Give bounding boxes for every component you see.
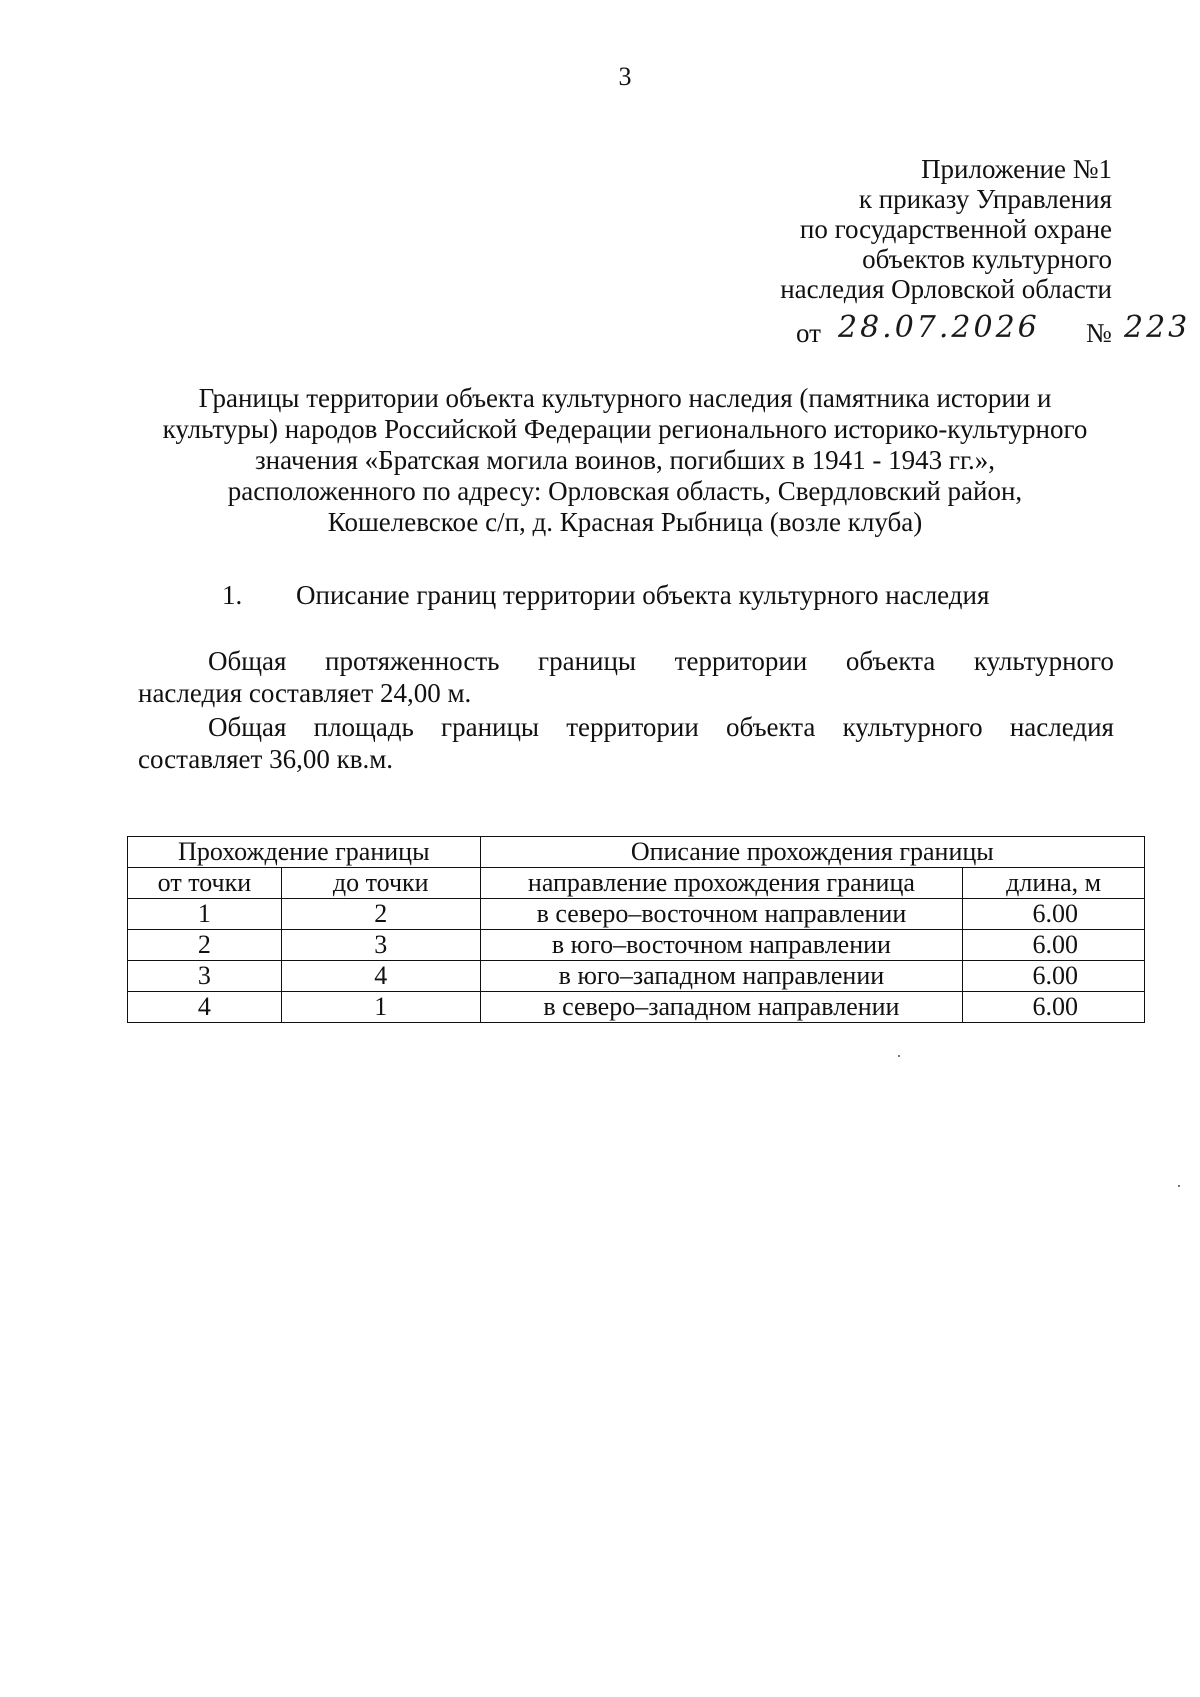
group-header-passage: Прохождение границы xyxy=(128,837,481,868)
section-heading xyxy=(222,580,989,611)
title-line: культуры) народов Российской Федерации регионального историко-культурного xyxy=(162,414,1088,444)
cell-from: 4 xyxy=(128,992,282,1023)
paragraph-first-line xyxy=(138,645,1114,677)
cell-direction: в северо–восточном направлении xyxy=(480,899,963,930)
table-row xyxy=(128,930,1145,961)
word: Общая xyxy=(208,646,287,676)
cell-direction: в юго–западном направлении xyxy=(480,961,963,992)
cell-to: 4 xyxy=(281,961,480,992)
appendix-line: Приложение №1 xyxy=(921,154,1112,184)
column-header-length: длина, м xyxy=(963,868,1145,899)
scan-speck xyxy=(1178,1185,1180,1187)
date-prefix: от xyxy=(796,318,821,348)
word: культурного xyxy=(842,712,983,742)
paragraph-area xyxy=(138,711,1114,775)
boundary-table xyxy=(127,836,1145,1023)
word: протяженность xyxy=(325,646,500,676)
word: объекта xyxy=(726,712,816,742)
table-group-header-row xyxy=(128,837,1145,868)
word: культурного xyxy=(973,646,1114,676)
appendix-line: по государственной охране xyxy=(799,214,1112,244)
cell-direction: в северо–западном направлении xyxy=(480,992,963,1023)
table-row xyxy=(128,961,1145,992)
order-date-number-line xyxy=(796,310,1196,350)
word: наследия xyxy=(1009,712,1114,742)
column-header-from: от точки xyxy=(128,868,282,899)
paragraph-length xyxy=(138,645,1114,709)
cell-to: 2 xyxy=(281,899,480,930)
column-header-to: до точки xyxy=(281,868,480,899)
cell-from: 1 xyxy=(128,899,282,930)
word: площадь xyxy=(313,712,414,742)
word: Общая xyxy=(208,712,287,742)
appendix-block xyxy=(780,154,1112,304)
cell-direction: в юго–восточном направлении xyxy=(480,930,963,961)
section-title: Описание границ территории объекта культурного наследия xyxy=(296,580,990,610)
paragraph-second-line: наследия составляет 24,00 м. xyxy=(138,678,472,708)
appendix-line: объектов культурного xyxy=(862,244,1112,274)
cell-to: 1 xyxy=(281,992,480,1023)
paragraph-first-line xyxy=(138,711,1114,743)
word: территории xyxy=(566,712,699,742)
word: границы xyxy=(538,646,637,676)
cell-length: 6.00 xyxy=(963,899,1145,930)
group-header-description: Описание прохождения границы xyxy=(480,837,1144,868)
paragraph-second-line: составляет 36,00 кв.м. xyxy=(138,744,394,774)
cell-length: 6.00 xyxy=(963,992,1145,1023)
cell-from: 2 xyxy=(128,930,282,961)
cell-length: 6.00 xyxy=(963,961,1145,992)
cell-to: 3 xyxy=(281,930,480,961)
number-label: № xyxy=(1086,318,1112,348)
title-line: Границы территории объекта культурного наследия (памятника истории и xyxy=(198,383,1052,413)
table-column-header-row xyxy=(128,868,1145,899)
word: объекта xyxy=(845,646,936,676)
word: границы xyxy=(441,712,540,742)
column-header-direction: направление прохождения граница xyxy=(480,868,963,899)
title-line: расположенного по адресу: Орловская область, Свердловский район, xyxy=(227,476,1023,506)
handwritten-number: 223 xyxy=(1124,310,1191,345)
appendix-line: к приказу Управления xyxy=(858,184,1112,214)
title-line: Кошелевское с/п, д. Красная Рыбница (возле клуба) xyxy=(327,507,923,537)
table-row xyxy=(128,899,1145,930)
handwritten-date: 28.07.2026 xyxy=(838,310,1040,345)
cell-length: 6.00 xyxy=(963,930,1145,961)
page-number: 3 xyxy=(618,62,632,91)
table-row xyxy=(128,992,1145,1023)
document-title xyxy=(100,383,1150,538)
cell-from: 3 xyxy=(128,961,282,992)
word: территории xyxy=(674,646,808,676)
appendix-line: наследия Орловской области xyxy=(780,274,1112,304)
section-number: 1. xyxy=(222,580,243,610)
scan-speck xyxy=(898,1055,900,1057)
title-line: значения «Братская могила воинов, погибших в 1941 - 1943 гг.», xyxy=(255,445,995,475)
